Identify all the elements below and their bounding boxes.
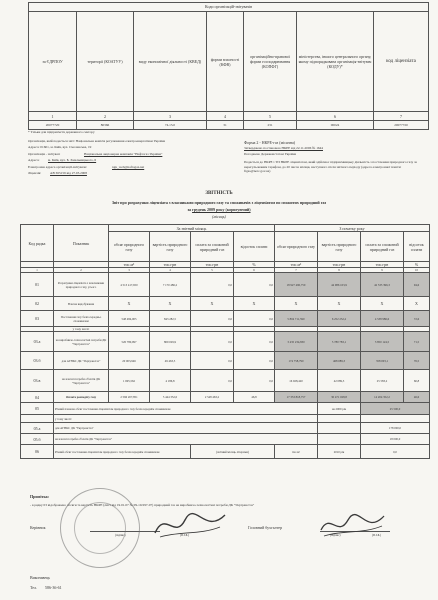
row-06-unit: тис.м³ <box>275 445 318 459</box>
addressee-address: Адреса: 01601, м. Київ, вул. Смоленська, 19 <box>28 145 92 149</box>
row-value-label: на 2009 рік <box>318 403 361 415</box>
row-value: 18 000,0 <box>361 434 430 445</box>
main-col-num: 1 <box>21 268 54 273</box>
codes-header-edrpou: за ЄДРПОУ <box>29 11 77 112</box>
table-row <box>21 332 430 352</box>
footnote-text: - в рядку 03 відображено обсяги та вартість НКРЕ (лист від 19.01.07 № 09-10/297-07) природний газ на виробничо-технологічні потреби ДК "Укртрансгаз" <box>30 503 255 507</box>
row-value: 5 444 352,0 <box>150 392 191 403</box>
company-seal-inner <box>74 502 126 554</box>
accountant-label: Головний бухгалтер <box>248 525 283 530</box>
reporter-address-value: м. Київ, вул. Б. Хмельницького, 6 <box>48 158 97 162</box>
row-code: 05 <box>21 403 54 415</box>
row-value: 358 003,1 <box>361 352 404 370</box>
row-value: 843 282,5 <box>150 311 191 327</box>
row-value: X <box>150 297 191 311</box>
table-row <box>21 370 430 392</box>
main-header-year: З початку року <box>275 225 430 232</box>
row-value: 18 927 490,750 <box>275 273 318 297</box>
row-code: 06 <box>21 445 54 459</box>
row-06-mid: (звітний місяць літерами) <box>191 445 275 459</box>
main-header-col: вартість природного газу <box>150 232 191 262</box>
row-value: 0,0 <box>361 445 430 459</box>
codes-footnote: * Тільки для підприємств державного сектору <box>28 130 95 134</box>
row-value: 0,0 <box>191 352 234 370</box>
row-value: 0,0 <box>234 332 275 352</box>
codes-num: 7 <box>374 112 429 121</box>
manager-sign-caption: (підпис) <box>115 533 126 537</box>
main-col-num: 5 <box>191 268 234 273</box>
row-code: 05.а <box>21 423 54 434</box>
row-value: X <box>318 297 361 311</box>
row-name: Власне видобування <box>54 297 109 311</box>
codes-table <box>28 2 429 130</box>
row-code: 05.б <box>21 434 54 445</box>
row-value: 46,6 <box>404 392 430 403</box>
phone-value: 586-36-61 <box>45 585 62 590</box>
report-title: Звіт про розрахунки ліцензіата з власниками природного газу та споживачів з ліцензіатом по спожитих природний газ <box>111 200 327 205</box>
row-value: 49 463,5 <box>150 352 191 370</box>
codes-value: 31 <box>207 121 244 130</box>
form-submit-text: Подається до НКРЕ і ТП НКРЕ ліцензіатом, який здійснює підприємницьку діяльність з постачання природного газу за нерегульованим тарифом, до 20 числа місяця, наступного після звітного періоду (адреса електронної пошти: ftgas@nerc.gov.ua) <box>244 160 417 174</box>
table-row <box>21 311 430 327</box>
table-row <box>21 403 430 415</box>
row-value: 5 804 711,590 <box>275 311 318 327</box>
row-value: 0,0 <box>234 370 275 392</box>
main-header-col: обсяг природного газу <box>275 232 318 262</box>
row-value: 94,6 <box>404 273 430 297</box>
row-name: у тому числі: <box>54 327 109 332</box>
codes-value: 80366 <box>77 121 134 130</box>
row-code: 02 <box>21 297 54 311</box>
reporter-value: Національна акціонерна компанія "Нафтогаз України" <box>84 152 163 156</box>
row-value: 178 000,0 <box>361 423 430 434</box>
codes-num: 2 <box>77 112 134 121</box>
main-col-num: 4 <box>150 268 191 273</box>
row-value: 76,5 <box>404 352 430 370</box>
row-value: 3 435 234,830 <box>275 332 318 352</box>
main-col-num: 9 <box>361 268 404 273</box>
codes-header-kved: виду економічної діяльності (КВЕД) <box>134 11 207 112</box>
main-header-col: відсоток сплати <box>404 232 430 262</box>
form-name: Форма 2 - НКРЕ-газ (місячна) <box>244 140 296 145</box>
row-value: X <box>361 297 404 311</box>
row-value: 5 780 783,1 <box>318 332 361 352</box>
report-period: грудень 2009 року (коригуючий) <box>192 207 251 212</box>
row-code: 03.б <box>21 352 54 370</box>
row-name: у тому числі: <box>54 415 318 423</box>
reporter-address-label: Адреса: <box>28 158 40 162</box>
main-unit: % <box>404 262 430 268</box>
row-value: 20 003,946 <box>109 352 150 370</box>
row-value: 25 583,2 <box>361 370 404 392</box>
row-value: 0,0 <box>234 311 275 327</box>
row-value: 25 500,0 <box>361 403 430 415</box>
email-value: ngu_web@naftogaz.net <box>112 165 145 169</box>
manager-label: Керівник <box>30 525 46 530</box>
main-header-col: вартість природного газу <box>318 232 361 262</box>
row-value: 174 758,790 <box>275 352 318 370</box>
codes-header-kopfg: організаційно-правової форми господарювання (КОПФГ) <box>244 11 297 112</box>
codes-header-kodu: міністерства, іншого центрального органу, якому підпорядкована організація-звітувач (КОДУ)* <box>297 11 374 112</box>
main-unit: тис.грн <box>150 262 191 268</box>
report-unit: (місяць) <box>212 214 226 219</box>
row-value: 0,0 <box>191 273 234 297</box>
row-name: Річний обсяг постачання ліцензіатом природного газу безпосереднім споживачам <box>54 445 191 459</box>
row-value: 0,0 <box>234 273 275 297</box>
row-value: X <box>109 297 150 311</box>
codes-num: 1 <box>29 112 77 121</box>
main-table <box>20 224 430 459</box>
codes-table-title: Коди організацій-звітувачів <box>29 3 429 12</box>
row-value: X <box>234 297 275 311</box>
main-col-num: 10 <box>404 268 430 273</box>
main-col-num: 3 <box>109 268 150 273</box>
row-name: для АГНКС ДК "Укртрансгаз" <box>54 352 109 370</box>
row-value: 71,5 <box>404 332 430 352</box>
row-value: 2 566 207,851 <box>109 392 150 403</box>
main-header-col: відсоток сплати <box>234 232 275 262</box>
row-name: Постачання газу безпосередньо споживачам <box>54 311 109 327</box>
row-value: 468 089,3 <box>318 352 361 370</box>
main-col-num: 6 <box>234 268 275 273</box>
phone-label: Тел. <box>30 585 38 590</box>
table-row <box>21 445 430 459</box>
reporter-label: Організація - звітувач: <box>28 152 61 156</box>
row-value: 60,8 <box>404 370 430 392</box>
row-name: на власні потреби об'єктів ДК "Укртрансгаз" <box>54 370 109 392</box>
row-value: 17 353 818,757 <box>275 392 318 403</box>
manager-name-caption: (П.І.Б.) <box>180 533 190 537</box>
row-code: 01 <box>21 273 54 297</box>
main-unit: тис.м³ <box>275 262 318 268</box>
codes-header-kfv: форми власності (КФВ) <box>207 11 244 112</box>
codes-header-koatuu: території (КОАТУУ) <box>77 11 134 112</box>
row-value: 0,0 <box>191 311 234 327</box>
main-header-code: Код рядка <box>21 225 54 262</box>
codes-num: 6 <box>297 112 374 121</box>
row-value: 46,8 <box>234 392 275 403</box>
row-name: для АГНКС ДК "Укртрансгаз" <box>54 423 318 434</box>
codes-value: 20077720 <box>29 121 77 130</box>
manager-signature-icon <box>150 505 230 545</box>
form-approved: Затверджено постановою НКРЕ від 22.11.2006 № 1644 <box>244 146 323 150</box>
row-name: Річний планова обсяг постачання ліцензіатом природного газу безпосереднім споживачам <box>54 403 318 415</box>
row-value: X <box>191 297 234 311</box>
addressee-line: Організація, якій подається звіт: Національна комісія регулювання електроенергетики України <box>28 139 166 143</box>
main-unit: тис.грн <box>191 262 234 268</box>
main-unit: тис.грн <box>318 262 361 268</box>
main-col-num: 2 <box>54 268 109 273</box>
table-row <box>21 352 430 370</box>
row-value: X <box>275 297 318 311</box>
row-name: Розрахунки ліцензіата з власниками природного газу, усього <box>54 273 109 297</box>
row-code: 03.в <box>21 370 54 392</box>
main-unit: тис.м³ <box>109 262 150 268</box>
form-agreed: Погоджено Держкомстатом України <box>244 152 297 156</box>
report-period-prefix: за <box>187 207 192 212</box>
main-unit: тис.грн <box>361 262 404 268</box>
executor-label: Виконавець <box>30 575 51 580</box>
row-value: 3 850 124,5 <box>361 332 404 352</box>
row-value: 16 928,420 <box>275 370 318 392</box>
row-value: 809 029,9 <box>150 332 191 352</box>
accountant-signature-icon <box>318 508 388 544</box>
table-row <box>21 273 430 297</box>
table-row <box>21 423 430 434</box>
codes-value: 20077720 <box>374 121 429 130</box>
row-value: 0,0 <box>191 332 234 352</box>
row-value: 14 204 352,2 <box>361 392 404 403</box>
table-row <box>21 392 430 403</box>
table-row <box>21 297 430 311</box>
row-value: 72,6 <box>404 311 430 327</box>
row-value: 44 986 103,9 <box>318 273 361 297</box>
codes-num: 3 <box>134 112 207 121</box>
main-header-name: Показник <box>54 225 109 262</box>
license-label: Ліцензія: <box>28 171 42 175</box>
accountant-sign-caption: (підпис) <box>330 533 341 537</box>
codes-num: 5 <box>244 112 297 121</box>
footnote-label: Примітка: <box>30 494 50 499</box>
row-value: 0,0 <box>234 352 275 370</box>
row-value: 4 513 417,650 <box>109 273 150 297</box>
row-code: 03.a <box>21 332 54 352</box>
main-header-col: сплата за спожитий природний газ <box>191 232 234 262</box>
codes-num: 4 <box>207 112 244 121</box>
report-heading: ЗВІТНІСТЬ <box>205 191 233 196</box>
codes-value: 00024 <box>297 121 374 130</box>
email-label: Електронна адреса організації-звітувача: <box>28 165 87 169</box>
main-col-num: 8 <box>318 268 361 273</box>
row-code: 03 <box>21 311 54 327</box>
report-period-line <box>0 208 438 212</box>
main-header-col: сплата за спожитий природний газ <box>361 232 404 262</box>
row-value: 526 780,997 <box>109 332 150 352</box>
row-value: 4 538 986,6 <box>361 311 404 327</box>
main-header-col: обсяг природного газу <box>109 232 150 262</box>
main-col-num: 7 <box>275 268 318 273</box>
row-name: на виробничо-технологічні потреби ДК "Укртрансгаз" <box>54 332 109 352</box>
row-value: 42 535 396,3 <box>361 273 404 297</box>
row-code: 04 <box>21 392 54 403</box>
main-unit: % <box>234 262 275 268</box>
row-value: 30 471 028,8 <box>318 392 361 403</box>
row-code <box>21 415 54 423</box>
row-value: 1 695,562 <box>109 370 150 392</box>
codes-header-license: код ліцензіата <box>374 11 429 112</box>
main-header-month: За звітний місяць <box>109 225 275 232</box>
table-row <box>21 434 430 445</box>
row-value: 6 252 252,2 <box>318 311 361 327</box>
row-value-label: 2010 рік <box>318 445 361 459</box>
license-value: АВ 365159 від 27.03.2008 <box>50 171 87 175</box>
codes-value: 231 <box>244 121 297 130</box>
table-row <box>21 415 430 423</box>
row-value: 548 484,005 <box>109 311 150 327</box>
row-value: X <box>404 297 430 311</box>
row-value: 42 089,3 <box>318 370 361 392</box>
row-value: 2 548 463,2 <box>191 392 234 403</box>
row-value: 7 170 486,2 <box>150 273 191 297</box>
row-name: Оплата розподілу газу <box>54 392 109 403</box>
accountant-name-caption: (П.І.Б.) <box>372 533 382 537</box>
row-value: 0,0 <box>191 370 234 392</box>
codes-value: 74.15.0 <box>134 121 207 130</box>
row-value: 4 186,8 <box>150 370 191 392</box>
row-name: на власні потреби об'єктів ДК "Укртрансгаз" <box>54 434 318 445</box>
